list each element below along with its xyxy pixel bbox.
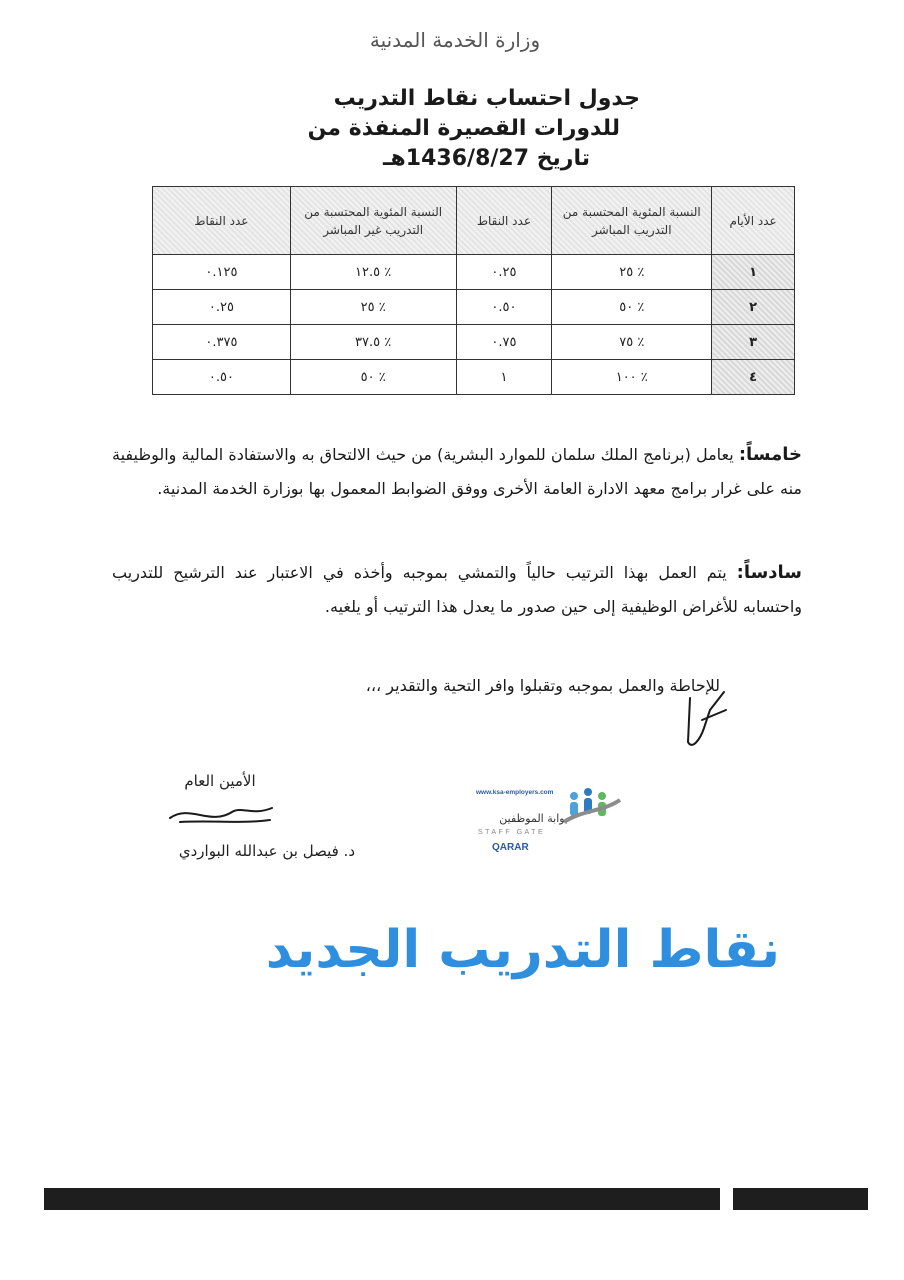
signature-mark (160, 800, 280, 830)
cell-indirect-points: ٠.٣٧٥ (153, 325, 291, 360)
cell-direct-pct: ٪ ٢٥ (552, 255, 712, 290)
cell-indirect-pct: ٪ ٢٥ (290, 290, 456, 325)
footer-bar-end (733, 1188, 868, 1210)
ministry-name: وزارة الخدمة المدنية (369, 28, 541, 52)
title-line-2: للدورات القصيرة المنفذة من (307, 116, 620, 141)
clause-sixth-lead: سادساً: (736, 562, 802, 583)
signatory-name: د. فيصل بن عبدالله البواردي (178, 842, 355, 860)
cell-days: ٢ (712, 290, 795, 325)
watermark-brand: QARAR (492, 842, 529, 853)
cell-indirect-points: ٠.٥٠ (153, 360, 291, 395)
cell-days: ٣ (712, 325, 795, 360)
header-direct-pct: النسبة المئوية المحتسبة من التدريب المباشر (552, 187, 712, 255)
cell-direct-pct: ٪ ١٠٠ (552, 360, 712, 395)
watermark-url: www.ksa-employers.com (476, 789, 554, 796)
cell-indirect-pct: ٪ ٣٧.٥ (290, 325, 456, 360)
cell-direct-points: ١ (456, 360, 552, 395)
table-row (153, 255, 795, 290)
document-title (300, 84, 640, 174)
cell-direct-points: ٠.٥٠ (456, 290, 552, 325)
table-row (153, 360, 795, 395)
training-points-table (152, 186, 795, 395)
table-row (153, 325, 795, 360)
header-direct-points: عدد النقاط (456, 187, 552, 255)
closing-line: للإحاطة والعمل بموجبه وتقبلوا وافر التحية والتقدير ،،، (365, 676, 720, 695)
header-indirect-pct: النسبة المئوية المحتسبة من التدريب غير المباشر (290, 187, 456, 255)
footer-bar (44, 1188, 720, 1210)
cell-direct-pct: ٪ ٧٥ (552, 325, 712, 360)
table-header-row (153, 187, 795, 255)
cell-indirect-pct: ٪ ١٢.٥ (290, 255, 456, 290)
cell-indirect-points: ٠.١٢٥ (153, 255, 291, 290)
clause-fifth (112, 438, 802, 506)
clause-fifth-text: يعامل (برنامج الملك سلمان للموارد البشرية) من حيث الالتحاق به والاستفادة المالية والوظيفية منه على غرار برامج معهد الادارة العامة الأخرى ووفق الضوابط المعمول بها بوزارة الخدمة المدنية. (112, 445, 802, 498)
clause-sixth (112, 556, 802, 624)
cell-direct-points: ٠.٧٥ (456, 325, 552, 360)
signatory-title: الأمين العام (184, 772, 256, 790)
cell-indirect-points: ٠.٢٥ (153, 290, 291, 325)
table-row (153, 290, 795, 325)
header-days: عدد الأيام (712, 187, 795, 255)
overlay-title: نقاط التدريب الجديد (265, 920, 780, 980)
people-logo-icon (562, 782, 622, 832)
watermark-logo (462, 782, 627, 862)
title-line-3: تاريخ 1436/8/27هـ (383, 146, 590, 171)
title-line-1: جدول احتساب نقاط التدريب (333, 86, 640, 111)
cell-indirect-pct: ٪ ٥٠ (290, 360, 456, 395)
cell-days: ٤ (712, 360, 795, 395)
clause-sixth-text: يتم العمل بهذا الترتيب حالياً والتمشي بموجبه وأخذه في الاعتبار عند الترشيح للتدريب واحتسابه للأغراض الوظيفية إلى حين صدور ما يعدل هذا الترتيب أو يلغيه. (112, 563, 802, 616)
header-indirect-points: عدد النقاط (153, 187, 291, 255)
watermark-name: بوابة الموظفين (499, 812, 568, 825)
watermark-gate: STAFF GATE (478, 829, 546, 836)
cell-direct-pct: ٪ ٥٠ (552, 290, 712, 325)
initials-mark (680, 680, 730, 755)
cell-days: ١ (712, 255, 795, 290)
clause-fifth-lead: خامساً: (738, 444, 802, 465)
cell-direct-points: ٠.٢٥ (456, 255, 552, 290)
